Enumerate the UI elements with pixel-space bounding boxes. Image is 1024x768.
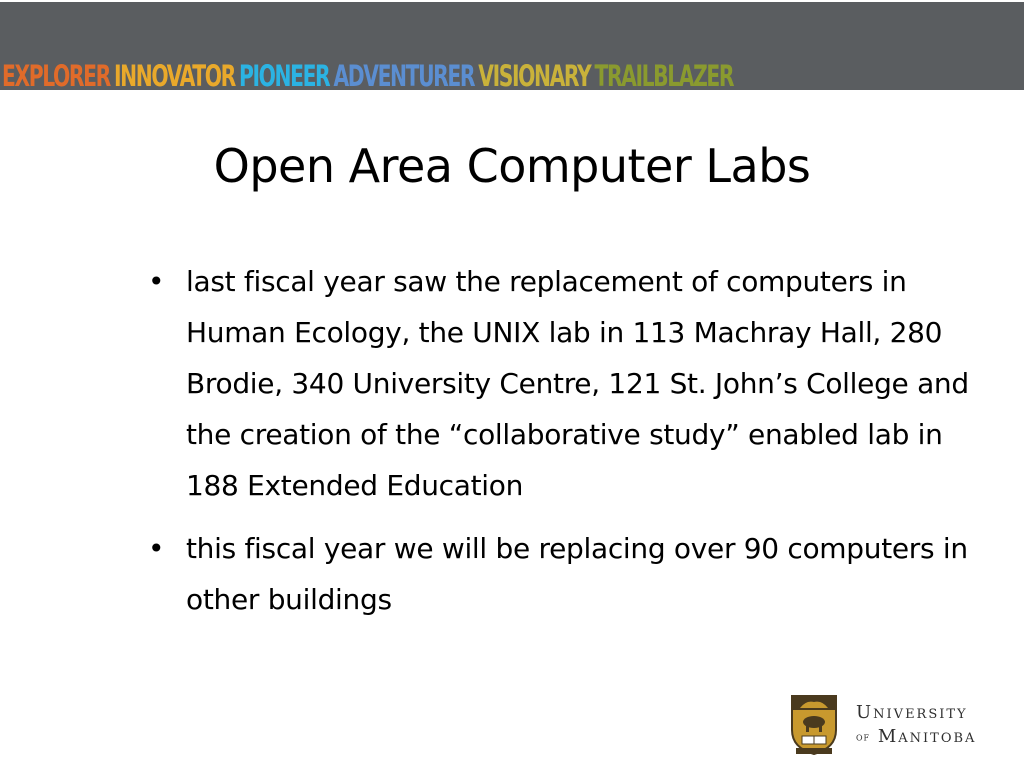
bullet-item [140, 523, 970, 625]
bullet-dot-icon: • [148, 532, 165, 565]
tagline-word-pioneer: PIONEER [239, 59, 330, 93]
logo-manitoba: Manitoba [877, 726, 977, 747]
tagline-word-trailblazer: TRAILBLAZER [594, 59, 734, 93]
bullet-list [140, 256, 970, 637]
logo-line-2 [856, 726, 976, 747]
header-banner [0, 0, 1024, 93]
tagline-word-innovator: INNOVATOR [114, 59, 235, 93]
bullet-dot-icon: • [148, 265, 165, 298]
tagline-word-visionary: VISIONARY [478, 59, 591, 93]
tagline-word-explorer: EXPLORER [2, 59, 110, 93]
university-logo [790, 694, 1000, 760]
bullet-text: this fiscal year we will be replacing over 90 computers in other buildings [186, 532, 968, 616]
logo-of: of [856, 730, 871, 744]
bullet-item [140, 256, 970, 511]
banner-tagline [2, 60, 737, 92]
university-crest-icon [790, 694, 838, 756]
bullet-text: last fiscal year saw the replacement of computers in Human Ecology, the UNIX lab in 113 Machray Hall, 280 Brodie, 340 University Centre, 121 St. John’s College and the creation of the “collaborative study” enabled lab in 188 Extended Education [186, 265, 969, 502]
logo-line-1: University [856, 702, 968, 723]
slide-title: Open Area Computer Labs [213, 139, 811, 193]
tagline-word-adventurer: ADVENTURER [333, 59, 475, 93]
